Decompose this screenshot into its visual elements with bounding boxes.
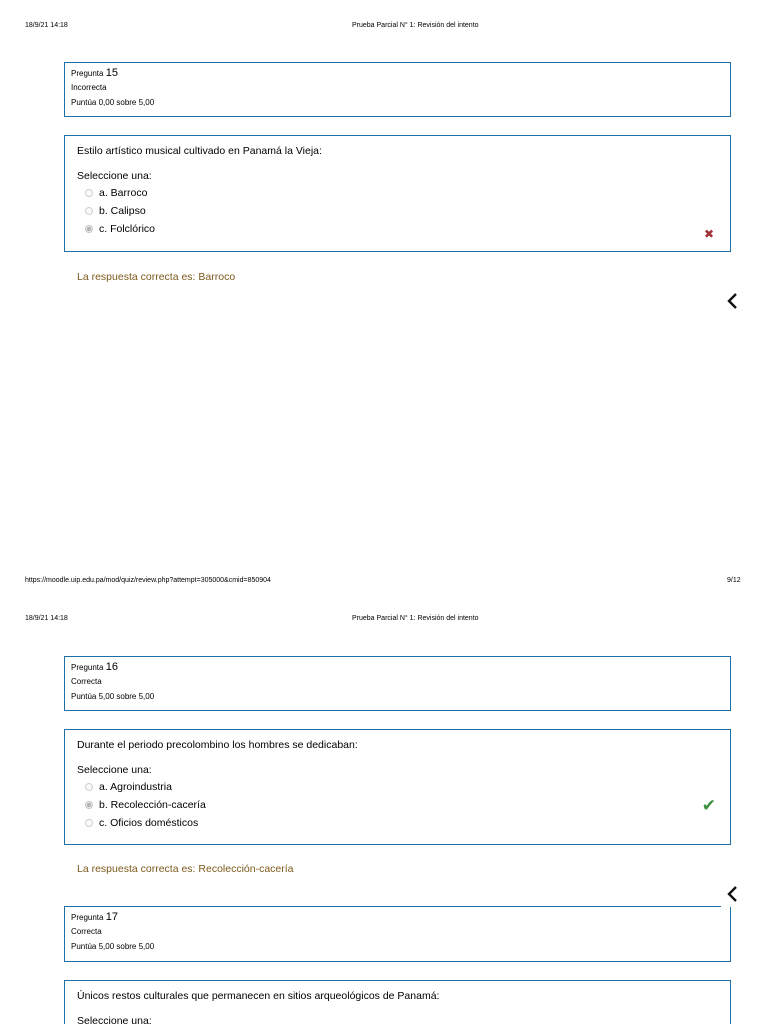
- question-content-17: [64, 980, 731, 1024]
- question-score: Puntúa 5,00 sobre 5,00: [71, 692, 155, 701]
- question-status: Correcta: [71, 677, 102, 686]
- print-title: Prueba Parcial N° 1: Revisión del intento: [352, 22, 479, 29]
- radio-button[interactable]: [85, 819, 93, 827]
- question-number-line: [71, 67, 724, 80]
- select-prompt: Seleccione una:: [77, 1015, 152, 1024]
- answer-option-selected[interactable]: [77, 220, 718, 238]
- print-date: 18/9/21 14:18: [25, 615, 68, 622]
- question-text: Únicos restos culturales que permanecen en sitios arqueológicos de Panamá:: [77, 990, 440, 1002]
- select-prompt: Seleccione una:: [77, 170, 152, 182]
- correct-answer-feedback: La respuesta correcta es: Barroco: [77, 271, 236, 283]
- answer-label: c. Oficios domésticos: [99, 817, 199, 829]
- question-score: Puntúa 0,00 sobre 5,00: [71, 98, 155, 107]
- correct-answer-feedback: La respuesta correcta es: Recolección-cacería: [77, 863, 294, 875]
- print-url: https://moodle.uip.edu.pa/mod/quiz/review.php?attempt=305000&cmid=850904: [25, 577, 271, 584]
- answer-label: a. Agroindustria: [99, 781, 172, 793]
- question-text: Durante el periodo precolombino los hombres se dedicaban:: [77, 739, 358, 751]
- answer-list: [77, 184, 718, 238]
- question-label: Pregunta: [71, 913, 104, 922]
- answer-option[interactable]: [77, 184, 718, 202]
- radio-button[interactable]: [85, 207, 93, 215]
- radio-button-selected[interactable]: [85, 225, 93, 233]
- answer-list: [77, 778, 718, 832]
- print-date: 18/9/21 14:18: [25, 22, 68, 29]
- question-info-16: [64, 656, 731, 711]
- question-number: 15: [105, 67, 118, 79]
- question-number-line: [71, 911, 724, 924]
- question-info-15: [64, 62, 731, 117]
- answer-option-selected[interactable]: [77, 796, 718, 814]
- answer-option[interactable]: [77, 202, 718, 220]
- check-icon: ✔: [701, 796, 716, 815]
- select-prompt: Seleccione una:: [77, 764, 152, 776]
- question-label: Pregunta: [71, 69, 104, 78]
- answer-option[interactable]: [77, 778, 718, 796]
- question-number-line: [71, 661, 724, 674]
- chevron-left-icon[interactable]: [724, 885, 742, 903]
- question-status: Incorrecta: [71, 83, 107, 92]
- question-text: Estilo artístico musical cultivado en Panamá la Vieja:: [77, 145, 322, 157]
- radio-button[interactable]: [85, 783, 93, 791]
- answer-label: c. Folclórico: [99, 223, 156, 235]
- question-number: 16: [105, 661, 118, 673]
- question-label: Pregunta: [71, 663, 104, 672]
- answer-label: b. Calipso: [99, 205, 146, 217]
- print-page-number: 9/12: [727, 577, 741, 584]
- answer-option[interactable]: [77, 814, 718, 832]
- radio-button[interactable]: [85, 189, 93, 197]
- question-status: Correcta: [71, 927, 102, 936]
- question-content-16: [64, 729, 731, 845]
- answer-label: b. Recolección-cacería: [99, 799, 206, 811]
- question-content-15: [64, 135, 731, 252]
- print-title: Prueba Parcial N° 1: Revisión del intento: [352, 615, 479, 622]
- answer-label: a. Barroco: [99, 187, 148, 199]
- cross-icon: ✖: [703, 227, 714, 241]
- question-info-17: [64, 907, 731, 962]
- chevron-left-icon[interactable]: [724, 292, 742, 310]
- question-score: Puntúa 5,00 sobre 5,00: [71, 942, 155, 951]
- radio-button-selected[interactable]: [85, 801, 93, 809]
- question-number: 17: [105, 911, 118, 923]
